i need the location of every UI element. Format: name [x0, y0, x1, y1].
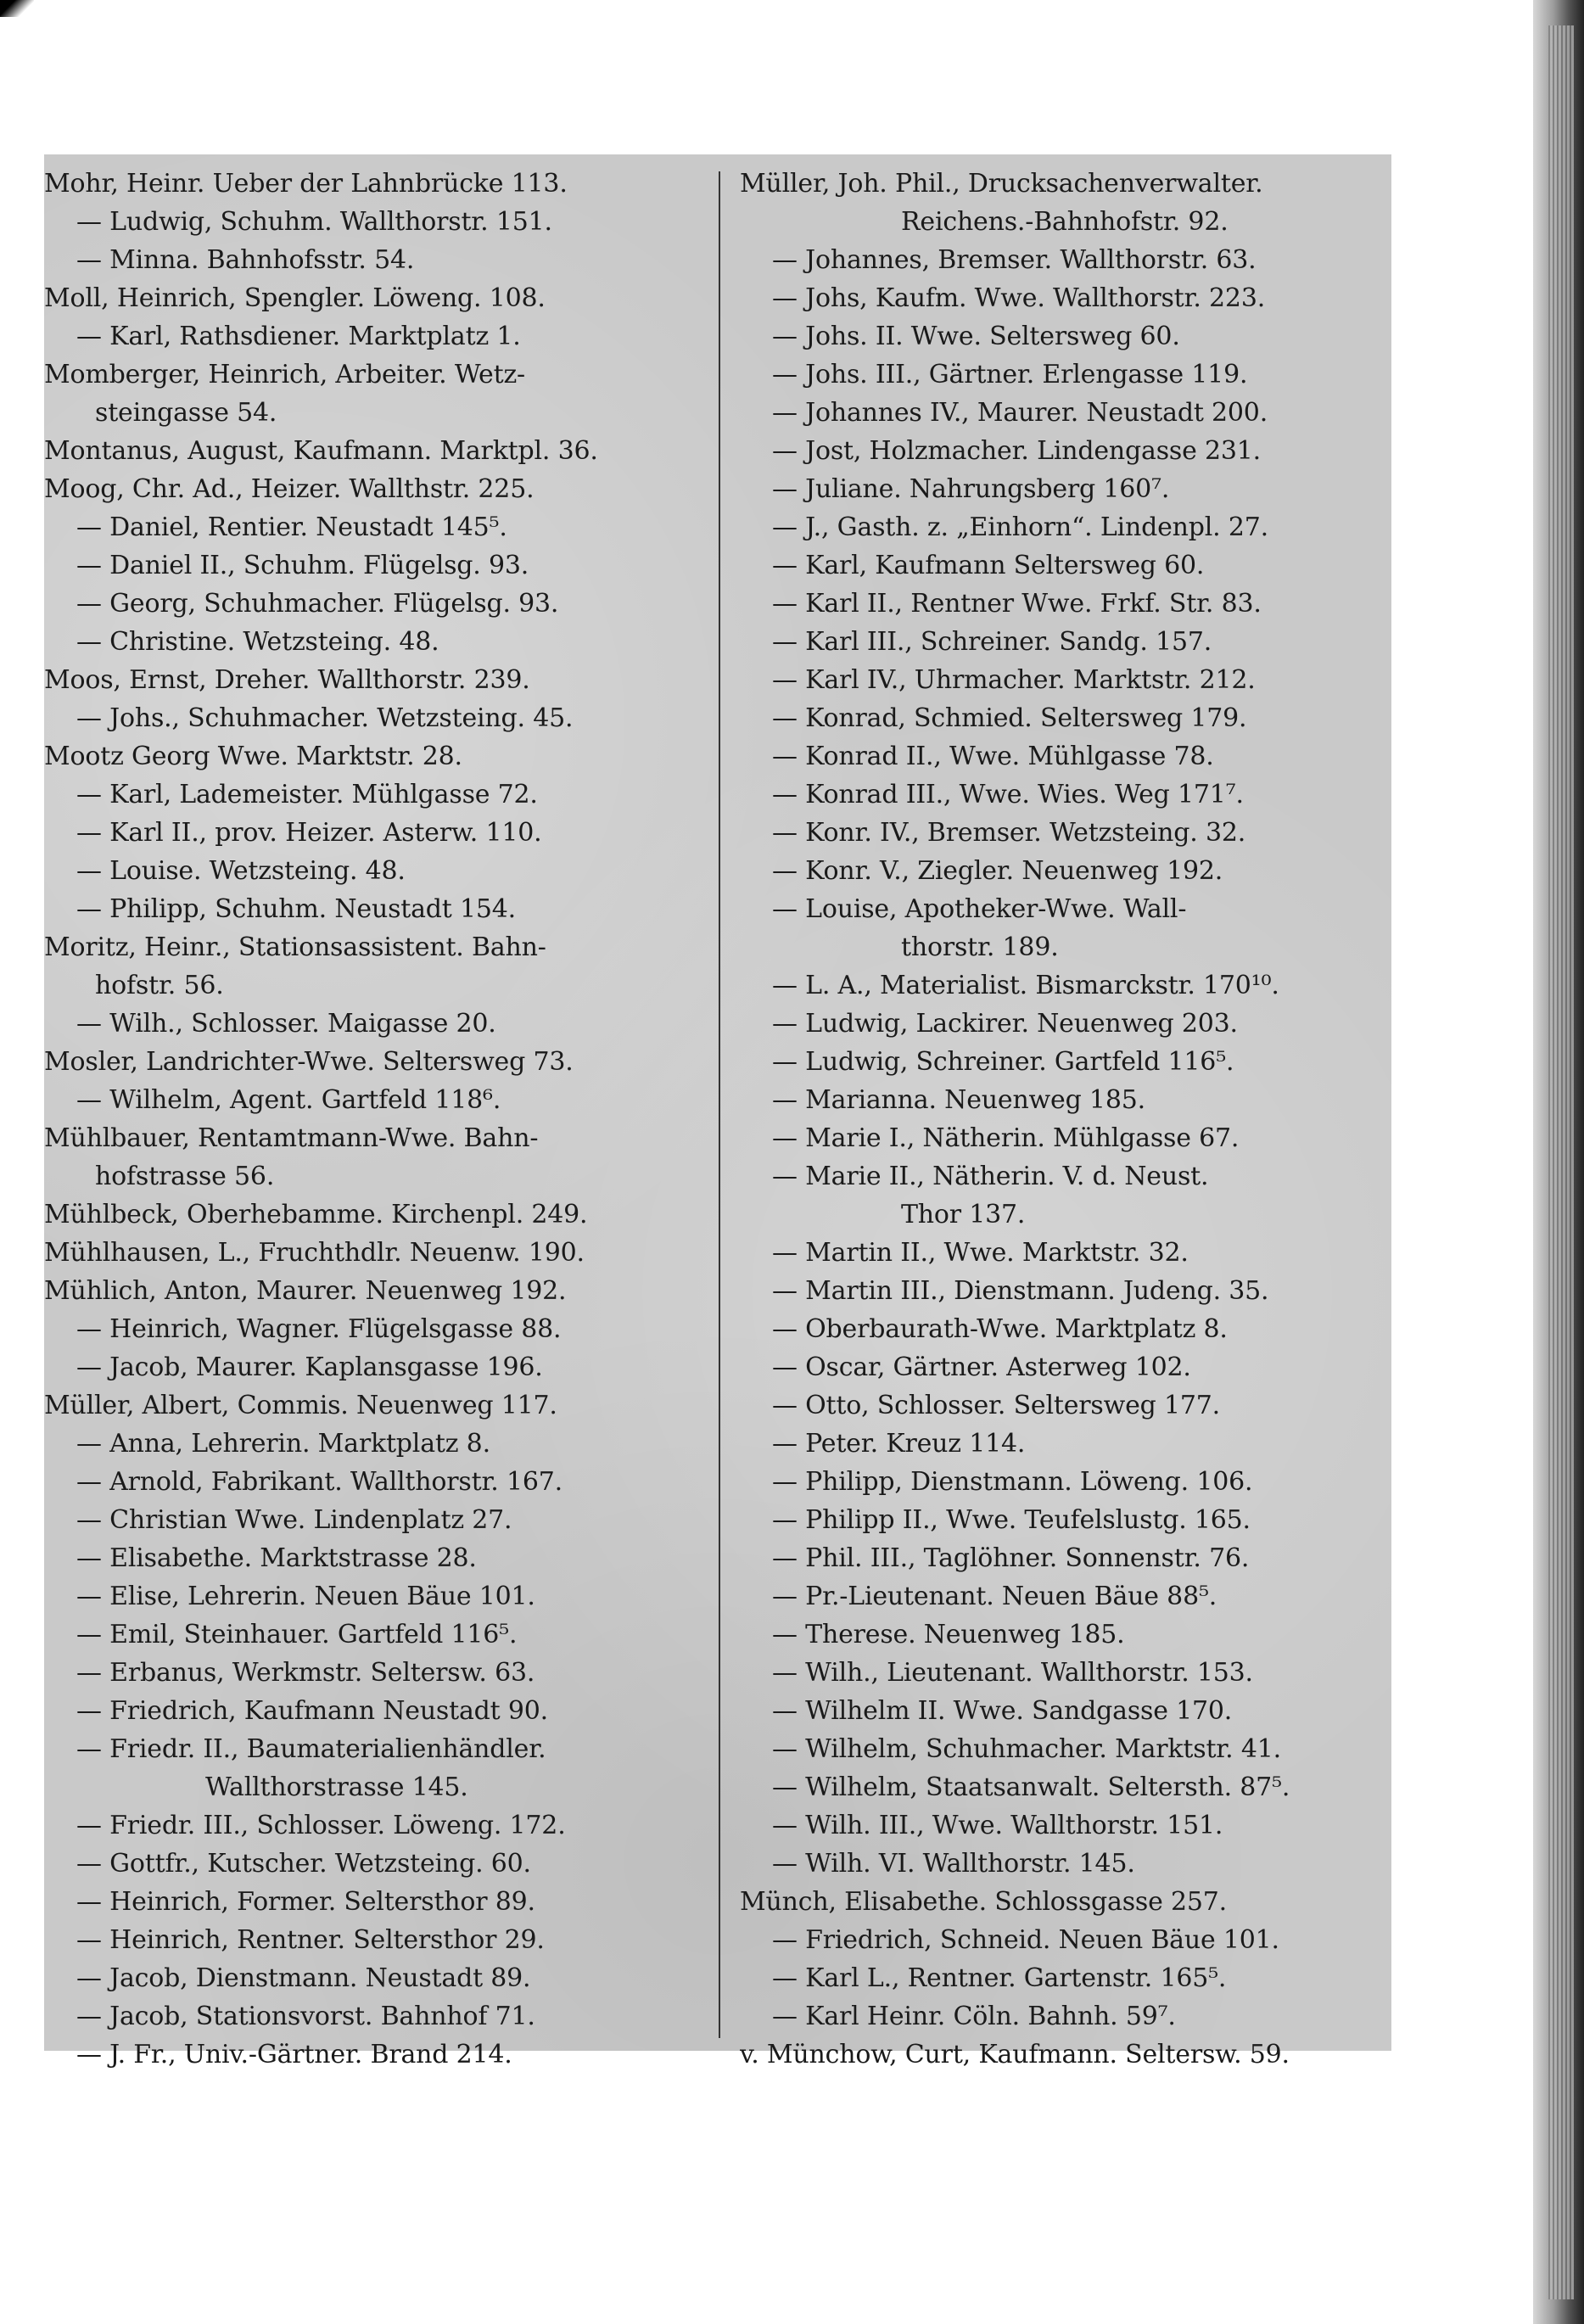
- directory-entry: — Karl II., Rentner Wwe. Frkf. Str. 83.: [772, 589, 1262, 619]
- directory-entry: Mohr, Heinr. Ueber der Lahnbrücke 113.: [44, 169, 568, 199]
- directory-entry: — J., Gasth. z. „Einhorn“. Lindenpl. 27.: [772, 512, 1268, 542]
- directory-entry: — Phil. III., Taglöhner. Sonnenstr. 76.: [772, 1543, 1250, 1573]
- directory-entry: — Marie II., Nätherin. V. d. Neust.: [772, 1162, 1209, 1191]
- directory-entry: — Marianna. Neuenweg 185.: [772, 1085, 1145, 1115]
- directory-entry: Mosler, Landrichter-Wwe. Seltersweg 73.: [44, 1047, 574, 1077]
- directory-entry: — Arnold, Fabrikant. Wallthorstr. 167.: [76, 1467, 563, 1497]
- directory-entry: Montanus, August, Kaufmann. Marktpl. 36.: [44, 436, 598, 466]
- directory-entry: Wallthorstrasse 145.: [205, 1772, 468, 1802]
- directory-entry: Mootz Georg Wwe. Marktstr. 28.: [44, 742, 462, 771]
- directory-entry: Thor 137.: [901, 1200, 1026, 1229]
- directory-entry: — Juliane. Nahrungsberg 160⁷.: [772, 474, 1170, 504]
- directory-entry: — Gottfr., Kutscher. Wetzsteing. 60.: [76, 1849, 531, 1879]
- directory-entry: — Konr. V., Ziegler. Neuenweg 192.: [772, 856, 1223, 886]
- directory-entry: — Otto, Schlosser. Seltersweg 177.: [772, 1391, 1220, 1420]
- directory-entry: Momberger, Heinrich, Arbeiter. Wetz-: [44, 360, 525, 389]
- directory-entry: — Karl, Rathsdiener. Marktplatz 1.: [76, 322, 521, 351]
- directory-entry: v. Münchow, Curt, Kaufmann. Seltersw. 59.: [740, 2040, 1290, 2069]
- directory-entry: — Therese. Neuenweg 185.: [772, 1620, 1125, 1649]
- directory-entry: — Louise. Wetzsteing. 48.: [76, 856, 406, 886]
- directory-entry: Reichens.-Bahnhofstr. 92.: [901, 207, 1229, 237]
- directory-entry: Mühlich, Anton, Maurer. Neuenweg 192.: [44, 1276, 567, 1306]
- left-column: [44, 165, 689, 2074]
- directory-entry: — Wilhelm II. Wwe. Sandgasse 170.: [772, 1696, 1233, 1726]
- page-stack-lines: [1548, 25, 1574, 2299]
- directory-entry: — Oscar, Gärtner. Asterweg 102.: [772, 1352, 1191, 1382]
- directory-entry: — Konrad II., Wwe. Mühlgasse 78.: [772, 742, 1214, 771]
- directory-entry: Mühlhausen, L., Fruchthdlr. Neuenw. 190.: [44, 1238, 585, 1268]
- directory-entry: — J. Fr., Univ.-Gärtner. Brand 214.: [76, 2040, 512, 2069]
- directory-entry: — Ludwig, Schuhm. Wallthorstr. 151.: [76, 207, 552, 237]
- directory-entry: — Emil, Steinhauer. Gartfeld 116⁵.: [76, 1620, 518, 1649]
- directory-entry: — Jost, Holzmacher. Lindengasse 231.: [772, 436, 1261, 466]
- directory-entry: — Jacob, Stationsvorst. Bahnhof 71.: [76, 2002, 535, 2031]
- directory-entry: — Erbanus, Werkmstr. Seltersw. 63.: [76, 1658, 535, 1688]
- directory-entry: — Wilhelm, Agent. Gartfeld 118⁶.: [76, 1085, 501, 1115]
- directory-entry: — Oberbaurath-Wwe. Marktplatz 8.: [772, 1314, 1228, 1344]
- directory-entry: — Johannes IV., Maurer. Neustadt 200.: [772, 398, 1268, 428]
- directory-entry: — Friedr. II., Baumaterialienhändler.: [76, 1734, 546, 1764]
- directory-entry: — Wilhelm, Staatsanwalt. Seltersth. 87⁵.: [772, 1772, 1290, 1802]
- directory-entry: — Pr.-Lieutenant. Neuen Bäue 88⁵.: [772, 1582, 1217, 1611]
- directory-entry: — Karl II., prov. Heizer. Asterw. 110.: [76, 818, 542, 848]
- directory-entry: — Jacob, Maurer. Kaplansgasse 196.: [76, 1352, 543, 1382]
- directory-entry: steingasse 54.: [95, 398, 277, 428]
- directory-entry: — Martin III., Dienstmann. Judeng. 35.: [772, 1276, 1269, 1306]
- directory-entry: hofstr. 56.: [95, 971, 224, 1000]
- directory-entry: — Wilh. III., Wwe. Wallthorstr. 151.: [772, 1811, 1223, 1840]
- directory-entry: — Karl IV., Uhrmacher. Marktstr. 212.: [772, 665, 1256, 695]
- directory-entry: — Philipp, Schuhm. Neustadt 154.: [76, 894, 516, 924]
- directory-entry: — Daniel, Rentier. Neustadt 145⁵.: [76, 512, 507, 542]
- directory-entry: Müller, Albert, Commis. Neuenweg 117.: [44, 1391, 557, 1420]
- directory-entry: — Martin II., Wwe. Marktstr. 32.: [772, 1238, 1189, 1268]
- right-column: [740, 165, 1385, 2074]
- directory-entry: — Wilhelm, Schuhmacher. Marktstr. 41.: [772, 1734, 1281, 1764]
- directory-entry: — Elise, Lehrerin. Neuen Bäue 101.: [76, 1582, 535, 1611]
- directory-entry: — Ludwig, Schreiner. Gartfeld 116⁵.: [772, 1047, 1234, 1077]
- directory-entry: — Christine. Wetzsteing. 48.: [76, 627, 439, 657]
- directory-entry: — Konr. IV., Bremser. Wetzsteing. 32.: [772, 818, 1246, 848]
- directory-entry: — Louise, Apotheker-Wwe. Wall-: [772, 894, 1187, 924]
- directory-entry: Moritz, Heinr., Stationsassistent. Bahn-: [44, 932, 546, 962]
- directory-entry: — L. A., Materialist. Bismarckstr. 170¹⁰.: [772, 971, 1279, 1000]
- directory-entry: Mühlbauer, Rentamtmann-Wwe. Bahn-: [44, 1123, 539, 1153]
- directory-entry: — Heinrich, Wagner. Flügelsgasse 88.: [76, 1314, 562, 1344]
- scan-corner-shadow: [0, 0, 34, 17]
- directory-entry: — Karl, Kaufmann Seltersweg 60.: [772, 551, 1205, 580]
- directory-entry: — Konrad, Schmied. Seltersweg 179.: [772, 703, 1247, 733]
- directory-entry: Mühlbeck, Oberhebamme. Kirchenpl. 249.: [44, 1200, 588, 1229]
- directory-entry: — Friedr. III., Schlosser. Löweng. 172.: [76, 1811, 566, 1840]
- directory-entry: Moos, Ernst, Dreher. Wallthorstr. 239.: [44, 665, 530, 695]
- directory-entry: — Daniel II., Schuhm. Flügelsg. 93.: [76, 551, 529, 580]
- directory-entry: — Minna. Bahnhofsstr. 54.: [76, 245, 415, 275]
- directory-entry: — Johs, Kaufm. Wwe. Wallthorstr. 223.: [772, 283, 1266, 313]
- directory-entry: — Konrad III., Wwe. Wies. Weg 171⁷.: [772, 780, 1244, 809]
- directory-entry: — Johs. II. Wwe. Seltersweg 60.: [772, 322, 1180, 351]
- directory-entry: — Wilh., Lieutenant. Wallthorstr. 153.: [772, 1658, 1253, 1688]
- directory-entry: — Karl L., Rentner. Gartenstr. 165⁵.: [772, 1963, 1227, 1993]
- directory-entry: — Wilh. VI. Wallthorstr. 145.: [772, 1849, 1135, 1879]
- directory-entry: Moog, Chr. Ad., Heizer. Wallthstr. 225.: [44, 474, 535, 504]
- directory-entry: — Georg, Schuhmacher. Flügelsg. 93.: [76, 589, 559, 619]
- directory-entry: — Karl III., Schreiner. Sandg. 157.: [772, 627, 1212, 657]
- directory-entry: — Anna, Lehrerin. Marktplatz 8.: [76, 1429, 490, 1459]
- directory-entry: — Johs., Schuhmacher. Wetzsteing. 45.: [76, 703, 574, 733]
- directory-entry: — Heinrich, Former. Seltersthor 89.: [76, 1887, 535, 1917]
- directory-entry: — Elisabethe. Marktstrasse 28.: [76, 1543, 477, 1573]
- directory-entry: Moll, Heinrich, Spengler. Löweng. 108.: [44, 283, 546, 313]
- directory-clipping: [44, 154, 1391, 2069]
- directory-entry: — Johs. III., Gärtner. Erlengasse 119.: [772, 360, 1248, 389]
- directory-entry: hofstrasse 56.: [95, 1162, 275, 1191]
- directory-entry: — Peter. Kreuz 114.: [772, 1429, 1026, 1459]
- directory-entry: — Ludwig, Lackirer. Neuenweg 203.: [772, 1009, 1238, 1039]
- directory-entry: — Philipp, Dienstmann. Löweng. 106.: [772, 1467, 1253, 1497]
- directory-entry: — Karl, Lademeister. Mühlgasse 72.: [76, 780, 538, 809]
- directory-entry: — Wilh., Schlosser. Maigasse 20.: [76, 1009, 496, 1039]
- directory-entry: — Jacob, Dienstmann. Neustadt 89.: [76, 1963, 531, 1993]
- directory-entry: — Heinrich, Rentner. Seltersthor 29.: [76, 1925, 545, 1955]
- book-page-edge: [1533, 0, 1584, 2324]
- directory-entry: Müller, Joh. Phil., Drucksachenverwalter.: [740, 169, 1263, 199]
- directory-entry: — Marie I., Nätherin. Mühlgasse 67.: [772, 1123, 1240, 1153]
- directory-entry: — Johannes, Bremser. Wallthorstr. 63.: [772, 245, 1257, 275]
- directory-entry: thorstr. 189.: [901, 932, 1059, 962]
- directory-entry: Münch, Elisabethe. Schlossgasse 257.: [740, 1887, 1227, 1917]
- directory-entry: — Friedrich, Kaufmann Neustadt 90.: [76, 1696, 548, 1726]
- directory-entry: — Friedrich, Schneid. Neuen Bäue 101.: [772, 1925, 1279, 1955]
- directory-entry: — Christian Wwe. Lindenplatz 27.: [76, 1505, 512, 1535]
- directory-entry: — Karl Heinr. Cöln. Bahnh. 59⁷.: [772, 2002, 1176, 2031]
- column-divider: [719, 171, 720, 2038]
- directory-entry: — Philipp II., Wwe. Teufelslustg. 165.: [772, 1505, 1251, 1535]
